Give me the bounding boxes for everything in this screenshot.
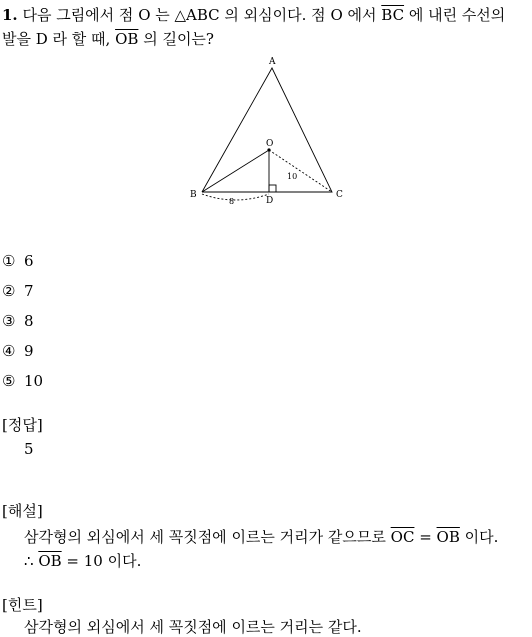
option-marker: ② <box>2 282 16 300</box>
bd-brace <box>202 194 269 200</box>
label-bd-length: 8 <box>229 197 235 206</box>
option-value: 8 <box>24 312 34 330</box>
option-marker: ④ <box>2 342 16 360</box>
segment-ob: $\overline{OB}$ <box>115 30 139 48</box>
option-4[interactable] <box>2 342 34 360</box>
therefore-symbol: ∴ <box>24 552 39 570</box>
option-marker: ③ <box>2 312 16 330</box>
explanation-line-1 <box>24 526 498 547</box>
right-angle-mark <box>269 185 276 192</box>
segment-ob: $\overline{OB}$ <box>436 528 460 546</box>
question-line-1 <box>2 4 532 25</box>
option-value: 10 <box>24 372 44 390</box>
question-text-1b: 에 내린 수선의 <box>404 6 506 24</box>
label-o: O <box>266 139 274 149</box>
equals-sign: = <box>414 528 437 546</box>
hint-text: 삼각형의 외심에서 세 꼭짓점에 이르는 거리는 같다. <box>24 618 362 636</box>
label-oc-length: 10 <box>287 172 298 181</box>
option-value: 6 <box>24 252 34 270</box>
label-d: D <box>266 196 274 206</box>
label-a: A <box>269 57 276 67</box>
segment-ob-line <box>202 150 269 192</box>
question-line-2 <box>2 28 214 49</box>
question-text-2b: 의 길이는? <box>138 30 214 48</box>
label-b: B <box>190 190 197 200</box>
option-marker: ① <box>2 252 16 270</box>
answer-heading: [정답] <box>2 416 43 434</box>
question-number: 1. <box>2 6 18 24</box>
explanation-line-2 <box>24 550 141 571</box>
explanation-text-2b: = 10 이다. <box>61 552 142 570</box>
hint-heading: [힌트] <box>2 596 43 614</box>
explanation-heading: [해설] <box>2 502 43 520</box>
option-5[interactable] <box>2 372 43 390</box>
explanation-text-1b: 이다. <box>459 528 499 546</box>
option-1[interactable] <box>2 252 34 270</box>
triangle-abc <box>202 68 332 192</box>
label-c: C <box>336 190 343 200</box>
option-value: 7 <box>24 282 34 300</box>
option-marker: ⑤ <box>2 372 16 390</box>
question-text-2a: 발을 D 라 할 때, <box>2 30 116 48</box>
explanation-text-1a: 삼각형의 외심에서 세 꼭짓점에 이르는 거리가 같으므로 <box>24 528 391 546</box>
option-value: 9 <box>24 342 34 360</box>
question-text-1a: 다음 그림에서 점 O 는 △ABC 의 외심이다. 점 O 에서 <box>22 6 382 24</box>
option-3[interactable] <box>2 312 34 330</box>
segment-bc: $\overline{BC}$ <box>381 6 405 24</box>
triangle-figure <box>180 52 355 212</box>
segment-ob: $\overline{OB}$ <box>38 552 62 570</box>
answer-value: 5 <box>24 440 34 458</box>
option-2[interactable] <box>2 282 34 300</box>
segment-oc-line <box>269 150 332 192</box>
segment-oc: $\overline{OC}$ <box>390 528 415 546</box>
